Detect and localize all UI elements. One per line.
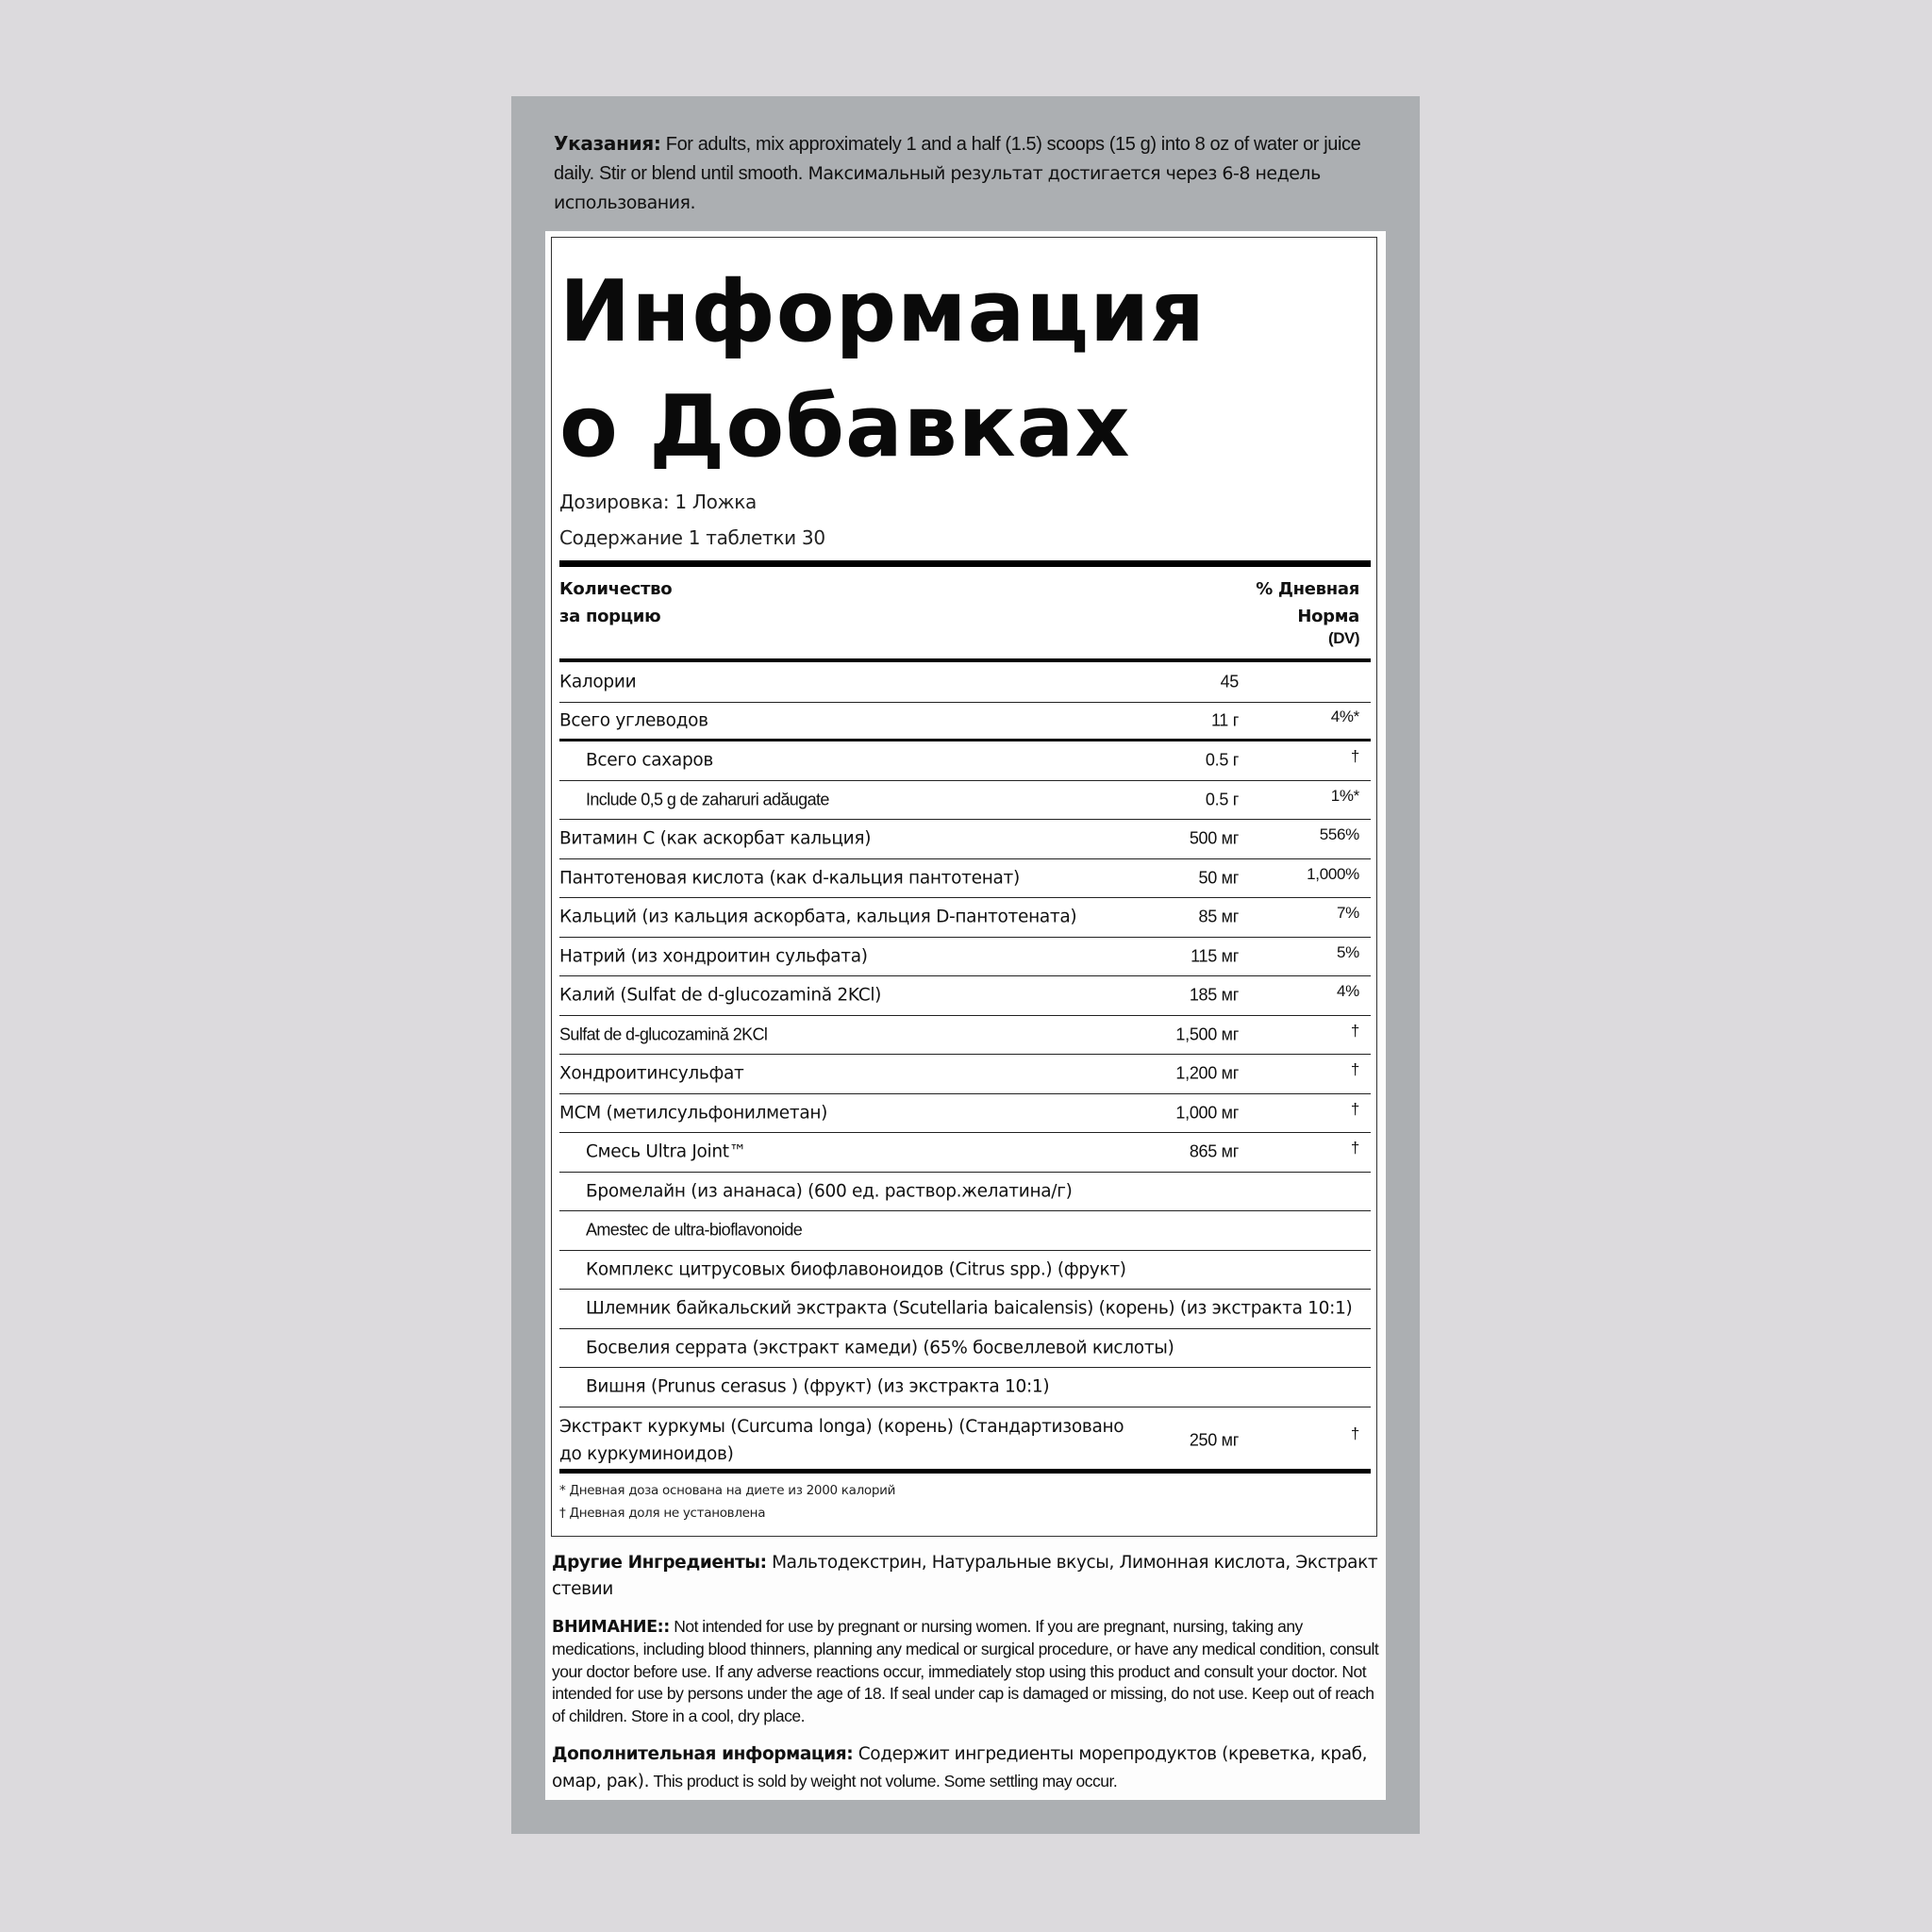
nutrient-name: Всего углеводов xyxy=(559,710,708,731)
nutrient-amount: 1,000 мг xyxy=(1175,1103,1239,1123)
nutrient-row xyxy=(559,1211,1371,1251)
nutrient-name: Калий (Sulfat de d-glucozamină 2KCl) xyxy=(559,985,882,1006)
additional-info-text-en: This product is sold by weight not volume. Some settling may occur. xyxy=(649,1772,1118,1790)
thick-rule-bottom xyxy=(559,1469,1371,1474)
nutrient-daily-value: 5% xyxy=(1337,942,1359,961)
nutrient-row xyxy=(559,898,1371,938)
warning-body: Not intended for use by pregnant or nursing women. If you are pregnant, nursing, taking any medications, including blood thinners, planning any medical or surgical procedure, or have any medical condition, consult your doctor before use. If any adverse reactions occur, immediately stop using this product and consult your doctor. Not intended for use by persons under the age of 18. If seal under cap is damaged or missing, do not use. Keep out of reach of children. Store in a cool, dry place. xyxy=(552,1617,1379,1725)
nutrient-amount: 0.5 г xyxy=(1205,790,1239,809)
nutrient-name: Sulfat de d-glucozamină 2KCl xyxy=(559,1024,768,1044)
nutrient-name: Босвелия серрата (экстракт камеди) (65% босвеллевой кислоты) xyxy=(586,1338,1174,1358)
nutrient-row xyxy=(559,703,1371,742)
dv-header-line1: % Дневная xyxy=(1256,579,1359,599)
additional-info-text-ru: Содержит ингредиенты морепродуктов (креветка, краб, омар, рак). xyxy=(552,1744,1368,1791)
amount-per-serving-header xyxy=(559,575,672,630)
other-ingredients-label: Другие Ингредиенты: xyxy=(552,1553,767,1573)
nutrient-amount: 50 мг xyxy=(1198,868,1239,888)
nutrient-name: Экстракт куркумы (Curcuma longa) (корень) (Стандартизовано до куркуминоидов) xyxy=(559,1416,1124,1464)
nutrient-row xyxy=(559,1251,1371,1291)
directions-text-ru: Максимальный результат достигается через 6-8 недель использования. xyxy=(554,163,1321,213)
nutrient-row xyxy=(559,1173,1371,1212)
nutrient-daily-value: 7% xyxy=(1337,904,1359,923)
nutrient-name: Amestec de ultra-bioflavonoide xyxy=(586,1220,803,1240)
nutrient-amount: 185 мг xyxy=(1189,985,1239,1005)
nutrient-name: Комплекс цитрусовых биофлавоноидов (Citrus spp.) (фрукт) xyxy=(586,1259,1126,1280)
nutrient-amount: 115 мг xyxy=(1191,946,1239,966)
nutrient-row xyxy=(559,1329,1371,1369)
warning-label: ВНИМАНИЕ:: xyxy=(552,1618,670,1637)
nutrient-row xyxy=(559,663,1371,703)
dv-header-line3: (DV) xyxy=(1328,629,1359,647)
nutrient-daily-value: † xyxy=(1350,1099,1359,1118)
nutrient-row xyxy=(559,1407,1371,1474)
other-ingredients-text: Мальтодекстрин, Натуральные вкусы, Лимонная кислота, Экстракт стевии xyxy=(552,1553,1378,1599)
dv-header-line2: Норма xyxy=(1297,607,1359,626)
servings-per-container: Содержание 1 таблетки 30 xyxy=(559,526,825,549)
nutrient-amount: 0.5 г xyxy=(1205,750,1239,770)
nutrient-daily-value: 4% xyxy=(1337,982,1359,1001)
nutrient-row xyxy=(559,1133,1371,1173)
nutrient-name: Смесь Ultra Joint™ xyxy=(586,1141,746,1162)
thick-rule-top xyxy=(559,560,1371,567)
nutrient-daily-value: † xyxy=(1350,1060,1359,1079)
nutrient-name: Всего сахаров xyxy=(586,750,714,771)
nutrient-name: Вишня (Prunus cerasus ) (фрукт) (из экстракта 10:1) xyxy=(586,1376,1050,1397)
nutrient-daily-value: † xyxy=(1350,747,1359,766)
nutrient-amount: 1,200 мг xyxy=(1175,1063,1239,1083)
nutrient-daily-value: † xyxy=(1350,1424,1359,1442)
amount-header-line2: за порцию xyxy=(559,607,661,626)
header-rule xyxy=(559,658,1371,662)
nutrient-table xyxy=(559,663,1371,1474)
serving-size: Дозировка: 1 Ложка xyxy=(559,491,757,513)
nutrient-row xyxy=(559,781,1371,821)
nutrient-amount: 85 мг xyxy=(1198,907,1239,926)
other-ingredients xyxy=(552,1550,1382,1603)
nutrient-name: Include 0,5 g de zaharuri adăugate xyxy=(586,790,829,809)
directions-text-en: For adults, mix approximately 1 and a half (1.5) scoops (15 g) into 8 oz of water or juice daily. Stir or blend until smooth. xyxy=(554,134,1361,184)
facts-title: Информация о Добавках xyxy=(559,262,1206,476)
footnote-daily-value: * Дневная доза основана на диете из 2000 калорий xyxy=(559,1483,896,1498)
nutrient-row xyxy=(559,1055,1371,1094)
nutrient-row xyxy=(559,859,1371,899)
nutrient-name: Шлемник байкальский экстракта (Scutellaria baicalensis) (корень) (из экстракта 10:1) xyxy=(586,1298,1353,1319)
nutrient-row xyxy=(559,1290,1371,1329)
nutrient-amount: 11 г xyxy=(1210,710,1239,730)
nutrient-daily-value: 1%* xyxy=(1330,786,1359,805)
nutrient-amount: 250 мг xyxy=(1189,1430,1239,1449)
daily-value-header xyxy=(1256,575,1359,647)
nutrient-row xyxy=(559,820,1371,859)
nutrient-row xyxy=(559,1016,1371,1056)
warning-text xyxy=(552,1616,1382,1727)
supplement-facts-box xyxy=(551,237,1377,1537)
nutrient-name: Кальций (из кальция аскорбата, кальция D-пантотената) xyxy=(559,907,1077,927)
additional-info xyxy=(552,1741,1382,1795)
nutrient-name: Натрий (из хондроитин сульфата) xyxy=(559,946,868,967)
footnotes xyxy=(559,1479,895,1524)
nutrient-name: Хондроитинсульфат xyxy=(559,1063,744,1084)
additional-info-label: Дополнительная информация: xyxy=(552,1744,854,1764)
nutrient-name: Калории xyxy=(559,672,637,692)
nutrient-daily-value: 4%* xyxy=(1330,707,1359,725)
nutrient-daily-value: 1,000% xyxy=(1307,864,1359,883)
directions-label: Указания: xyxy=(554,132,661,155)
nutrient-daily-value: 556% xyxy=(1319,825,1359,844)
directions-text xyxy=(554,129,1374,218)
nutrient-name: Бромелайн (из ананаса) (600 ед. раствор.желатина/г) xyxy=(586,1181,1073,1202)
nutrient-row xyxy=(559,1094,1371,1134)
nutrient-name: МСМ (метилсульфонилметан) xyxy=(559,1103,828,1124)
nutrient-name: Витамин C (как аскорбат кальция) xyxy=(559,828,872,849)
nutrient-amount: 1,500 мг xyxy=(1175,1024,1239,1044)
nutrient-daily-value: † xyxy=(1350,1021,1359,1040)
nutrient-row xyxy=(559,741,1371,781)
nutrient-amount: 45 xyxy=(1220,672,1239,691)
nutrient-row xyxy=(559,976,1371,1016)
nutrient-amount: 500 мг xyxy=(1189,828,1239,848)
nutrient-row xyxy=(559,938,1371,977)
amount-header-line1: Количество xyxy=(559,579,673,599)
footnote-dagger: † Дневная доля не установлена xyxy=(559,1506,766,1521)
nutrient-amount: 865 мг xyxy=(1189,1141,1239,1161)
nutrient-name: Пантотеновая кислота (как d-кальция пантотенат) xyxy=(559,868,1020,889)
nutrient-row xyxy=(559,1368,1371,1407)
nutrient-daily-value: † xyxy=(1350,1139,1359,1158)
